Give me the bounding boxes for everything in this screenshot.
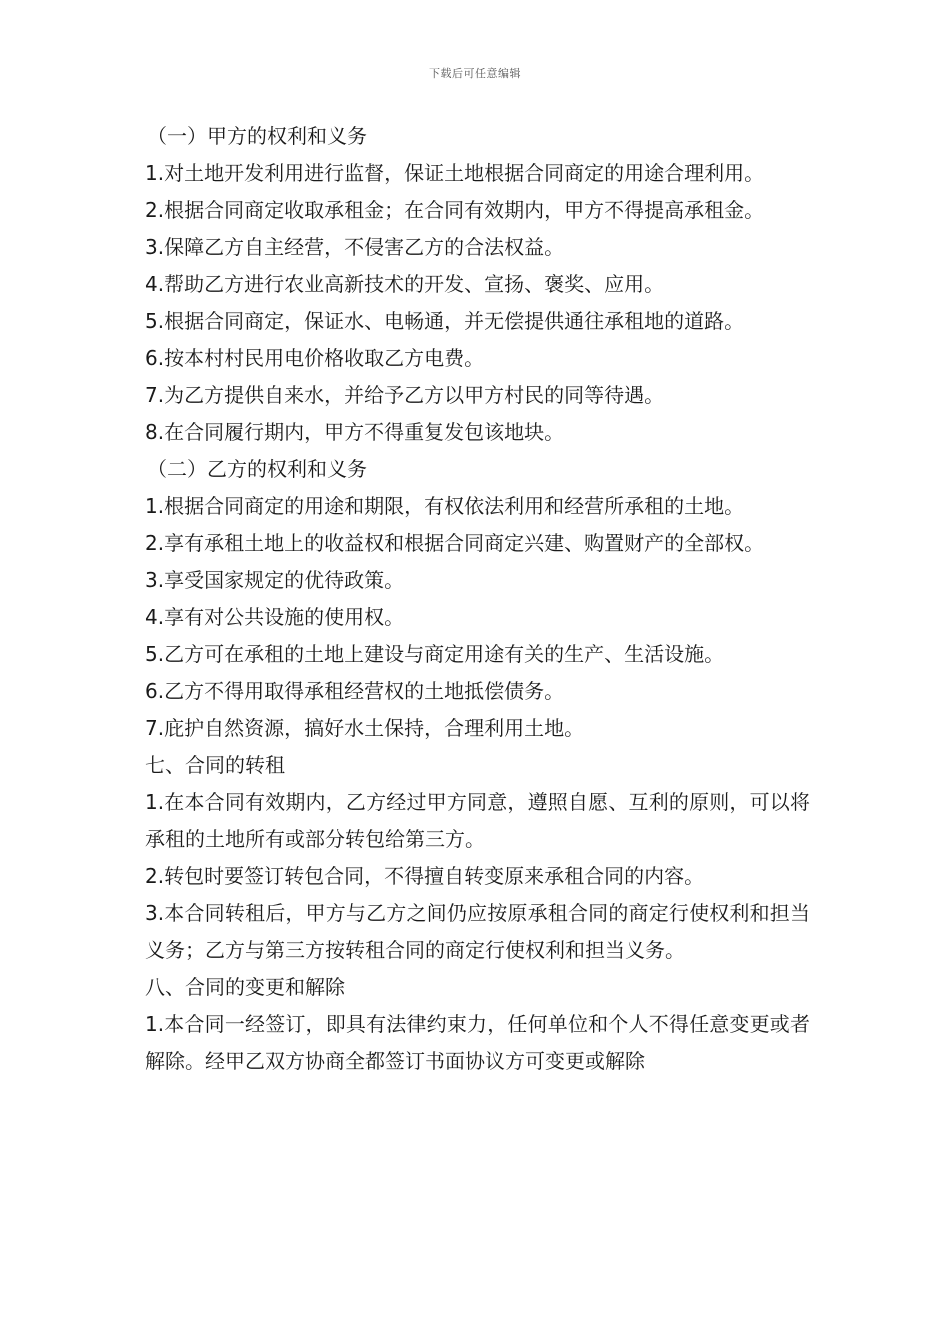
clause-b-4: 4.享有对公共设施的使用权。 [145,605,405,629]
clause-sublease-3: 3.本合同转租后，甲方与乙方之间仍应按原承租合同的商定行使权利和担当义务；乙方与第三方按转租合同的商定行使权利和担当义务。 [145,901,810,962]
document-body [145,118,810,1080]
clause-b-2: 2.享有承租土地上的收益权和根据合同商定兴建、购置财产的全部权。 [145,531,765,555]
section-heading-sublease: 七、合同的转租 [145,753,285,777]
clause-b-1: 1.根据合同商定的用途和期限，有权依法利用和经营所承租的土地。 [145,494,745,518]
clause-a-4: 4.帮助乙方进行农业高新技术的开发、宣扬、褒奖、应用。 [145,272,665,296]
section-heading-party-a: （一）甲方的权利和义务 [147,124,367,148]
clause-a-2: 2.根据合同商定收取承租金；在合同有效期内，甲方不得提高承租金。 [145,198,765,222]
clause-b-6: 6.乙方不得用取得承租经营权的土地抵偿债务。 [145,679,565,703]
page-header-note: 下载后可任意编辑 [429,67,521,80]
clause-a-5: 5.根据合同商定，保证水、电畅通，并无偿提供通往承租地的道路。 [145,309,745,333]
section-heading-change-termination: 八、合同的变更和解除 [145,975,345,999]
clause-b-3: 3.享受国家规定的优待政策。 [145,568,405,592]
clause-a-6: 6.按本村村民用电价格收取乙方电费。 [145,346,485,370]
clause-a-3: 3.保障乙方自主经营，不侵害乙方的合法权益。 [145,235,565,259]
clause-sublease-1: 1.在本合同有效期内，乙方经过甲方同意，遵照自愿、互利的原则，可以将承租的土地所有或部分转包给第三方。 [145,790,810,851]
clause-a-7: 7.为乙方提供自来水，并给予乙方以甲方村民的同等待遇。 [145,383,665,407]
section-heading-party-b: （二）乙方的权利和义务 [147,457,367,481]
clause-sublease-2: 2.转包时要签订转包合同，不得擅自转变原来承租合同的内容。 [145,864,705,888]
clause-change-1: 1.本合同一经签订，即具有法律约束力，任何单位和个人不得任意变更或者解除。经甲乙双方协商全都签订书面协议方可变更或解除 [145,1012,810,1073]
clause-a-8: 8.在合同履行期内，甲方不得重复发包该地块。 [145,420,565,444]
clause-b-7: 7.庇护自然资源，搞好水土保持，合理利用土地。 [145,716,585,740]
clause-b-5: 5.乙方可在承租的土地上建设与商定用途有关的生产、生活设施。 [145,642,725,666]
clause-a-1: 1.对土地开发利用进行监督，保证土地根据合同商定的用途合理利用。 [145,161,765,185]
